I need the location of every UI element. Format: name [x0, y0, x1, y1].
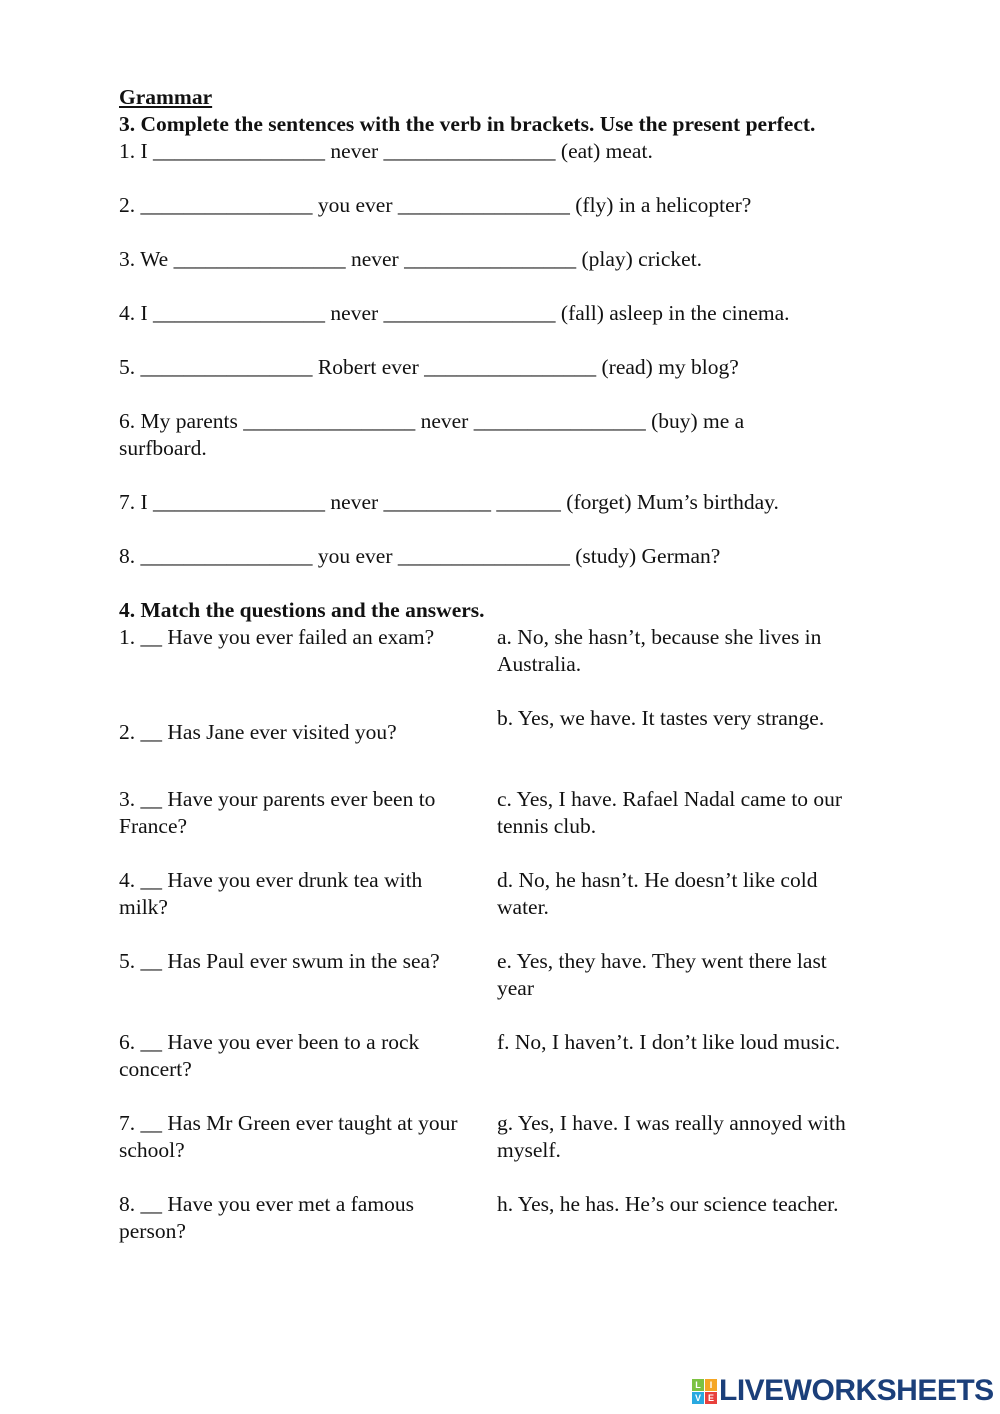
exercise4-heading: 4. Match the questions and the answers. — [119, 598, 485, 622]
exercise3-heading: 3. Complete the sentences with the verb in brackets. Use the present perfect. — [119, 112, 816, 136]
answer: b. Yes, we have. It tastes very strange. — [497, 706, 825, 730]
exercise3-item: 2. ________________ you ever ________________ (fly) in a helicopter? — [119, 193, 752, 217]
exercise3-item: 4. I ________________ never ________________ (fall) asleep in the cinema. — [119, 301, 790, 325]
question: 6. __ Have you ever been to a rock concert? — [119, 1030, 420, 1081]
exercise3-item: 5. ________________ Robert ever ________________ (read) my blog? — [119, 355, 739, 379]
answer: h. Yes, he has. He’s our science teacher. — [497, 1192, 839, 1216]
answer: c. Yes, I have. Rafael Nadal came to our tennis club. — [497, 787, 843, 838]
question: 5. __ Has Paul ever swum in the sea? — [119, 949, 440, 973]
answer: d. No, he hasn’t. He doesn’t like cold water. — [497, 868, 818, 919]
answer: g. Yes, I have. I was really annoyed with myself. — [497, 1111, 846, 1162]
question: 4. __ Have you ever drunk tea with milk? — [119, 868, 423, 919]
exercise3-item: 8. ________________ you ever ________________ (study) German? — [119, 544, 721, 568]
exercise3-item: 1. I ________________ never ________________ (eat) meat. — [119, 139, 653, 163]
exercise3-item-continued: surfboard. — [119, 436, 207, 460]
question: 3. __ Have your parents ever been to France? — [119, 787, 436, 838]
exercise3-item: 6. My parents ________________ never ________________ (buy) me a — [119, 409, 745, 433]
question: 1. __ Have you ever failed an exam? — [119, 625, 435, 649]
exercise3-item: 7. I ________________ never __________ ______ (forget) Mum’s birthday. — [119, 490, 779, 514]
question: 8. __ Have you ever met a famous person? — [119, 1192, 414, 1243]
answer: e. Yes, they have. They went there last year — [497, 949, 827, 1000]
logo-tiles-icon: L I V E — [692, 1379, 717, 1404]
liveworksheets-logo — [692, 1374, 994, 1408]
answer: a. No, she hasn’t, because she lives in Australia. — [497, 625, 822, 676]
question: 7. __ Has Mr Green ever taught at your school? — [119, 1111, 458, 1162]
exercise3-item: 3. We ________________ never ________________ (play) cricket. — [119, 247, 703, 271]
answer: f. No, I haven’t. I don’t like loud music. — [497, 1030, 841, 1054]
logo-text: LIVEWORKSHEETS — [719, 1374, 994, 1407]
section-title: Grammar — [119, 85, 213, 109]
question: 2. __ Has Jane ever visited you? — [119, 720, 397, 744]
